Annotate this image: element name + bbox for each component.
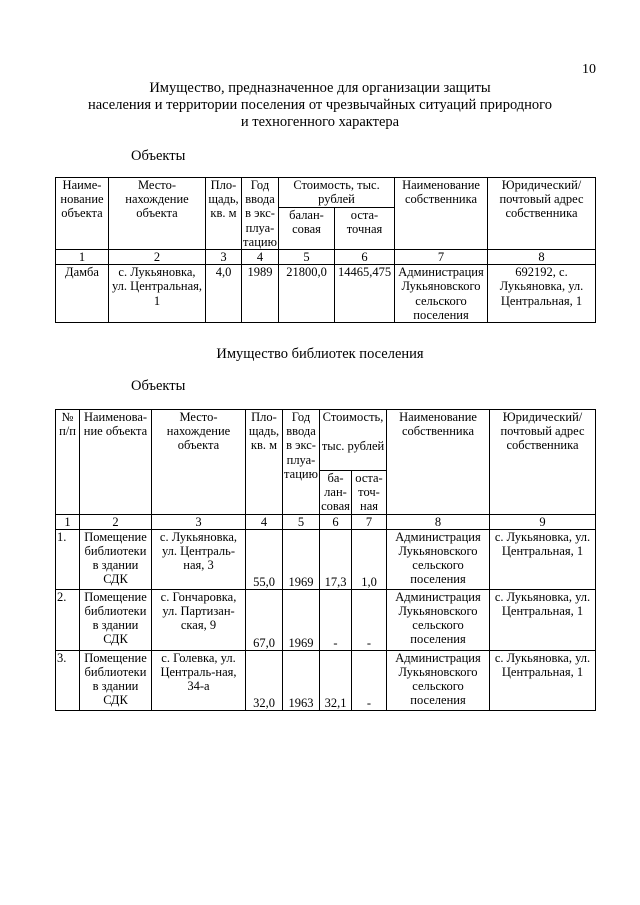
header-balance: балан-совая bbox=[279, 207, 335, 249]
cell-residual: 14465,475 bbox=[335, 265, 395, 323]
cell-area: 32,0 bbox=[246, 650, 283, 710]
column-numbers-row bbox=[56, 250, 596, 265]
table-row bbox=[56, 589, 596, 650]
table-row bbox=[56, 650, 596, 710]
cell-address: 692192, с. Лукьяновка, ул. Центральная, 1 bbox=[488, 265, 596, 323]
cell-residual: 1,0 bbox=[352, 529, 387, 589]
cell-address: с. Лукьяновка, ул. Центральная, 1 bbox=[490, 529, 596, 589]
cell-area: 4,0 bbox=[206, 265, 242, 323]
header-address: Юридический/ почтовый адрес собственника bbox=[490, 410, 596, 515]
col-num: 5 bbox=[283, 514, 320, 529]
header-num: № п/п bbox=[56, 410, 80, 515]
cell-owner: Администрация Лукьяновского сельского поселения bbox=[387, 650, 490, 710]
cell-num: 1. bbox=[56, 529, 80, 589]
cell-name: Помещение библиотеки в здании СДК bbox=[80, 650, 152, 710]
section2-label: Объекты bbox=[131, 378, 186, 394]
col-num: 9 bbox=[490, 514, 596, 529]
library-property-table bbox=[55, 409, 596, 711]
cell-num: 3. bbox=[56, 650, 80, 710]
header-location: Место-нахождение объекта bbox=[152, 410, 246, 515]
cell-area: 55,0 bbox=[246, 529, 283, 589]
col-num: 4 bbox=[246, 514, 283, 529]
cell-balance: 32,1 bbox=[320, 650, 352, 710]
col-num: 6 bbox=[335, 250, 395, 265]
cell-location: с. Лукьяновка, ул. Централь-ная, 3 bbox=[152, 529, 246, 589]
section1-label: Объекты bbox=[131, 148, 186, 164]
header-name: Наименова-ние объекта bbox=[80, 410, 152, 515]
document-title bbox=[60, 80, 580, 131]
col-num: 8 bbox=[387, 514, 490, 529]
cell-location: с. Голевка, ул. Централь-ная, 34-а bbox=[152, 650, 246, 710]
header-cost bbox=[320, 410, 387, 455]
cell-owner: Администрация Лукьяновского сельского поселения bbox=[387, 589, 490, 650]
col-num: 4 bbox=[242, 250, 279, 265]
cell-location: с. Гончаровка, ул. Партизан-ская, 9 bbox=[152, 589, 246, 650]
cell-residual: - bbox=[352, 650, 387, 710]
header-balance: ба-лан-совая bbox=[321, 471, 350, 514]
title-line-2: населения и территории поселения от чрезвычайных ситуаций природного bbox=[87, 97, 552, 113]
cell-residual: - bbox=[352, 589, 387, 650]
title-line-3: и техногенного характера bbox=[240, 114, 400, 130]
title-line-1: Имущество, предназначенное для организации защиты bbox=[149, 80, 491, 96]
header-address: Юридический/ почтовый адрес собственника bbox=[488, 178, 596, 250]
cell-num: 2. bbox=[56, 589, 80, 650]
page-number: 10 bbox=[582, 62, 596, 77]
header-location: Место-нахождение объекта bbox=[109, 178, 206, 250]
emergency-property-table bbox=[55, 177, 596, 323]
col-num: 5 bbox=[279, 250, 335, 265]
column-numbers-row bbox=[56, 514, 596, 529]
cell-balance: - bbox=[320, 589, 352, 650]
header-cost: Стоимость, тыс. рублей bbox=[279, 178, 395, 208]
cell-name: Помещение библиотеки в здании СДК bbox=[80, 589, 152, 650]
col-num: 6 bbox=[320, 514, 352, 529]
library-title: Имущество библиотек поселения bbox=[216, 346, 424, 362]
header-residual: оста-точ-ная bbox=[352, 471, 387, 515]
cell-owner: Администрация Лукьяновского сельского поселения bbox=[387, 529, 490, 589]
cell-balance: 21800,0 bbox=[279, 265, 335, 323]
header-area: Пло-щадь, кв. м bbox=[206, 178, 242, 250]
cell-address: с. Лукьяновка, ул. Центральная, 1 bbox=[490, 650, 596, 710]
cell-owner: Администрация Лукьяновского сельского поселения bbox=[395, 265, 488, 323]
col-num: 8 bbox=[488, 250, 596, 265]
col-num: 2 bbox=[80, 514, 152, 529]
cell-location: с. Лукьяновка, ул. Центральная, 1 bbox=[109, 265, 206, 323]
cell-balance: 17,3 bbox=[320, 529, 352, 589]
col-num: 7 bbox=[395, 250, 488, 265]
header-residual: оста-точная bbox=[335, 207, 395, 249]
cell-year: 1969 bbox=[283, 529, 320, 589]
cell-year: 1989 bbox=[242, 265, 279, 323]
col-num: 1 bbox=[56, 250, 109, 265]
header-year: Год ввода в экс-плуа-тацию bbox=[243, 178, 277, 249]
cell-area: 67,0 bbox=[246, 589, 283, 650]
cell-year: 1969 bbox=[283, 589, 320, 650]
header-owner: Наименование собственника bbox=[387, 410, 490, 515]
header-year: Год ввода в экс-плуа-тацию bbox=[283, 410, 320, 515]
table-row bbox=[56, 529, 596, 589]
col-num: 3 bbox=[152, 514, 246, 529]
cell-name: Дамба bbox=[56, 265, 109, 323]
header-cost-top: Стоимость, bbox=[322, 410, 384, 424]
col-num: 7 bbox=[352, 514, 387, 529]
col-num: 2 bbox=[109, 250, 206, 265]
header-area: Пло-щадь, кв. м bbox=[246, 410, 283, 515]
header-cost-bottom: тыс. рублей bbox=[321, 439, 385, 454]
cell-address: с. Лукьяновка, ул. Центральная, 1 bbox=[490, 589, 596, 650]
cell-name: Помещение библиотеки в здании СДК bbox=[80, 529, 152, 589]
header-owner: Наименование собственника bbox=[395, 178, 488, 250]
col-num: 1 bbox=[56, 514, 80, 529]
table-row bbox=[56, 265, 596, 323]
col-num: 3 bbox=[206, 250, 242, 265]
header-name: Наиме-нование объекта bbox=[56, 178, 109, 250]
cell-year: 1963 bbox=[283, 650, 320, 710]
